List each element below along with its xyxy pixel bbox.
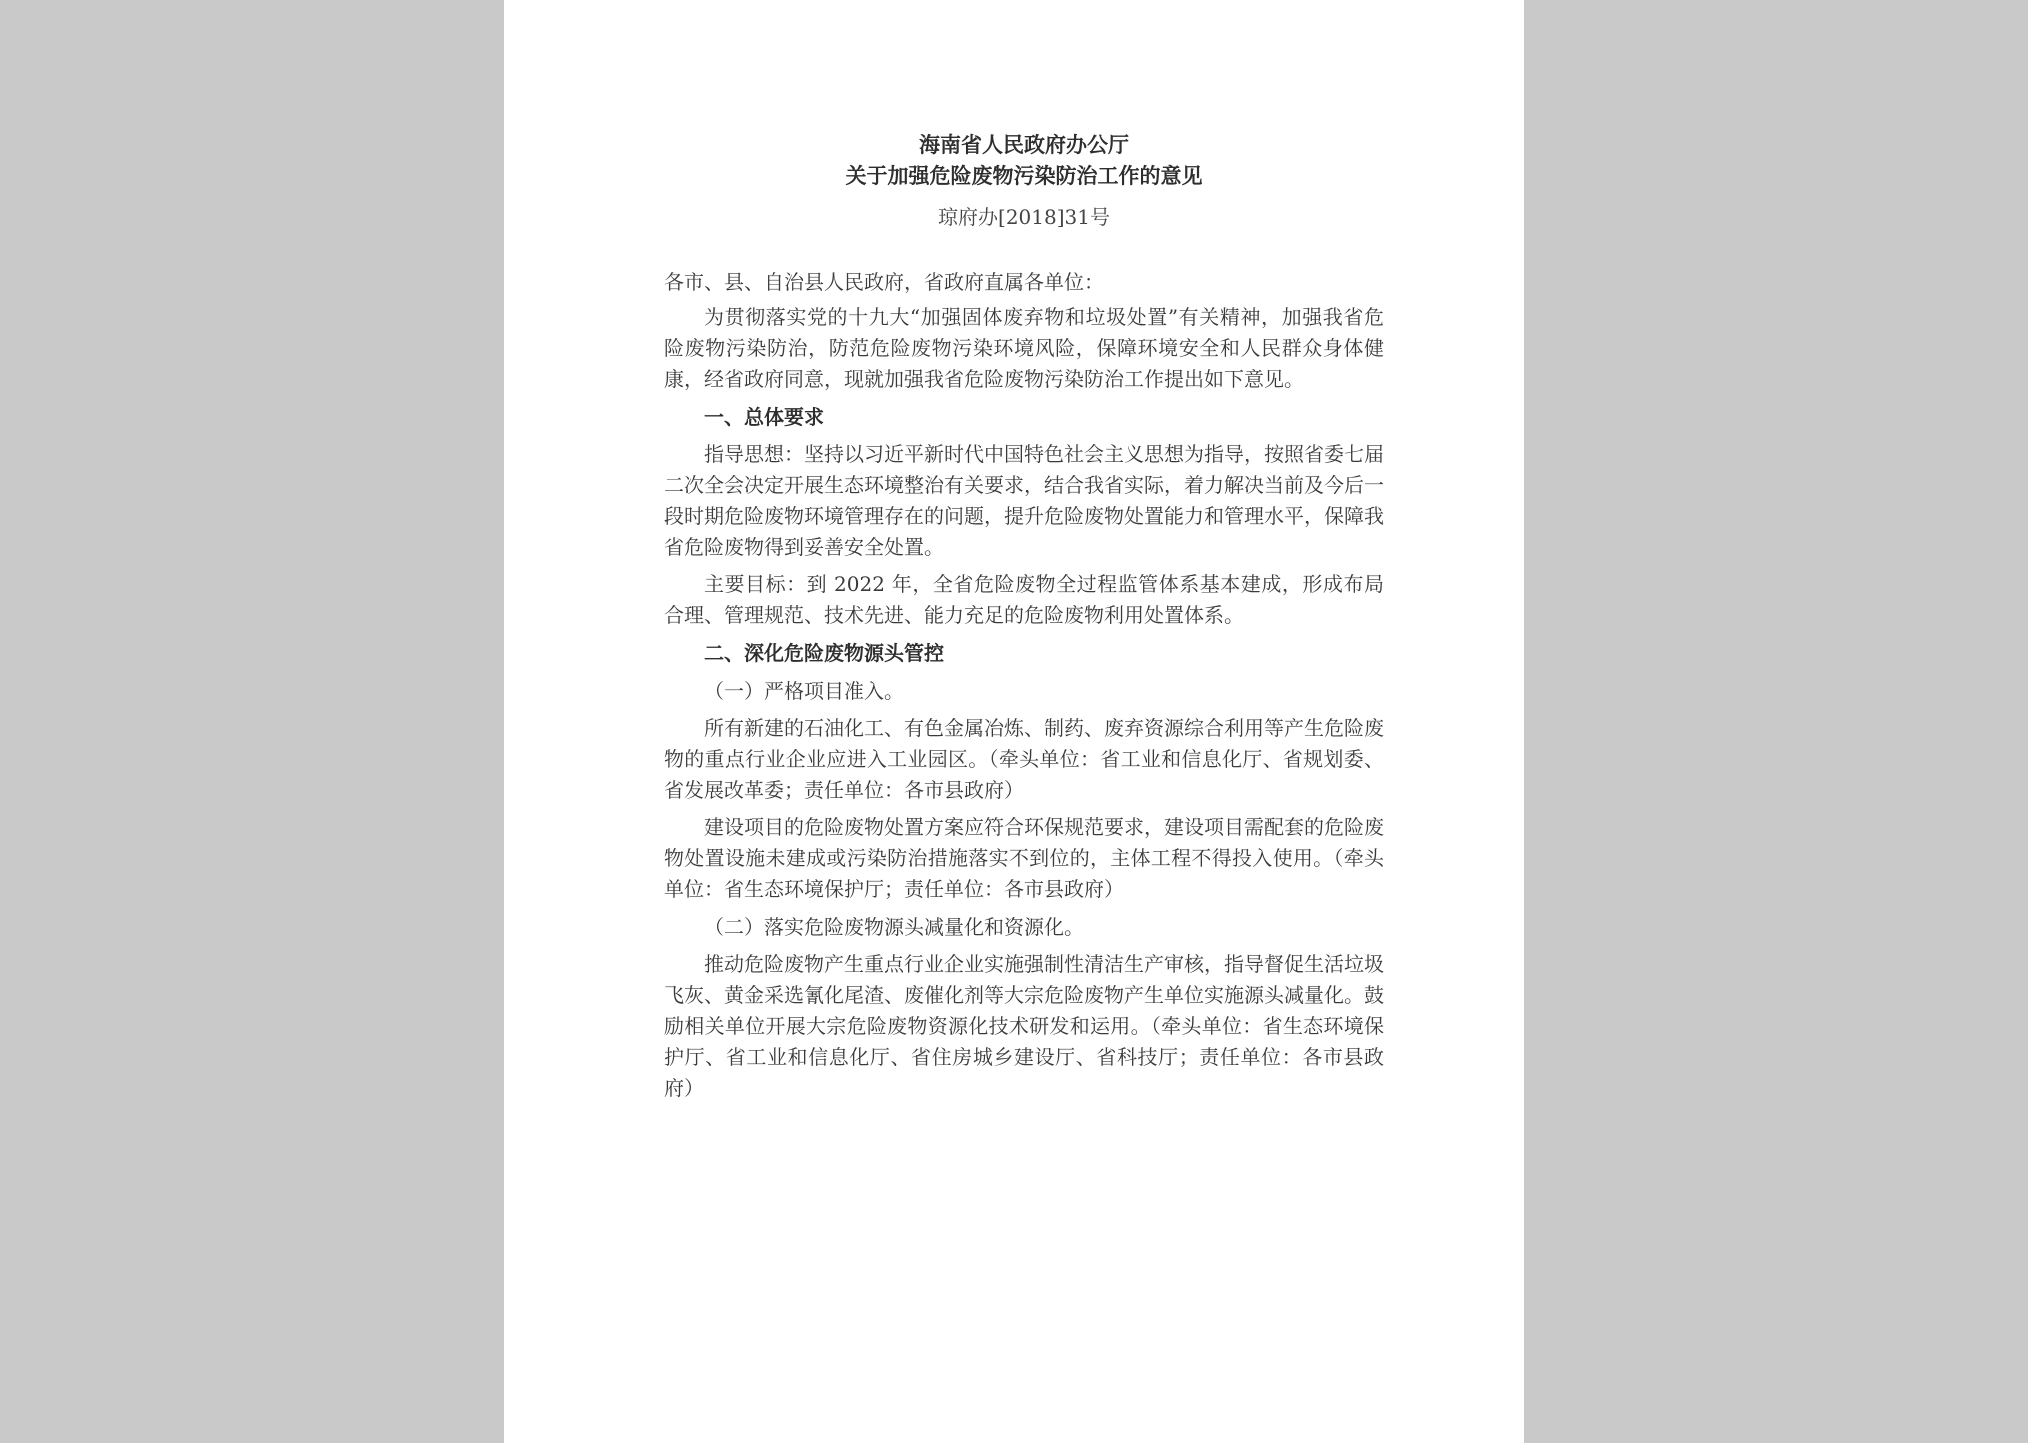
intro-paragraph: 为贯彻落实党的十九大“加强固体废弃物和垃圾处置”有关精神，加强我省危险废物污染防治，防范危险废物污染环境风险，保障环境安全和人民群众身体健康，经省政府同意，现就加强我省危险废物污染防治工作提出如下意见。 xyxy=(664,305,1384,391)
addressee: 各市、县、自治县人民政府，省政府直属各单位： xyxy=(664,270,1104,294)
subsection1-paragraph1: 所有新建的石油化工、有色金属冶炼、制药、废弃资源综合利用等产生危险废物的重点行业企业应进入工业园区。（牵头单位：省工业和信息化厅、省规划委、省发展改革委；责任单位：各市县政府） xyxy=(664,716,1384,802)
subsection2-paragraph1: 推动危险废物产生重点行业企业实施强制性清洁生产审核，指导督促生活垃圾飞灰、黄金采选氰化尾渣、废催化剂等大宗危险废物产生单位实施源头减量化。鼓励相关单位开展大宗危险废物资源化技术研发和运用。（牵头单位：省生态环境保护厅、省工业和信息化厅、省住房城乡建设厅、省科技厅；责任单位：各市县政府） xyxy=(664,952,1384,1100)
document-page xyxy=(504,0,1524,1443)
subsection1-heading: （一）严格项目准入。 xyxy=(704,679,904,703)
guiding-thought-paragraph: 指导思想：坚持以习近平新时代中国特色社会主义思想为指导，按照省委七届二次全会决定开展生态环境整治有关要求，结合我省实际，着力解决当前及今后一段时期危险废物环境管理存在的问题，提升危险废物处置能力和管理水平，保障我省危险废物得到妥善安全处置。 xyxy=(664,442,1384,559)
section1-heading: 一、总体要求 xyxy=(704,405,824,429)
document-title-line2: 关于加强危险废物污染防治工作的意见 xyxy=(845,164,1203,188)
subsection1-paragraph2: 建设项目的危险废物处置方案应符合环保规范要求，建设项目需配套的危险废物处置设施未建成或污染防治措施落实不到位的，主体工程不得投入使用。（牵头单位：省生态环境保护厅；责任单位：各市县政府） xyxy=(664,815,1384,901)
document-number: 琼府办[2018]31号 xyxy=(938,205,1110,229)
section2-heading: 二、深化危险废物源头管控 xyxy=(704,641,944,665)
main-goal-paragraph: 主要目标：到 2022 年，全省危险废物全过程监管体系基本建成，形成布局合理、管理规范、技术先进、能力充足的危险废物利用处置体系。 xyxy=(664,572,1384,627)
subsection2-heading: （二）落实危险废物源头减量化和资源化。 xyxy=(704,915,1084,939)
document-title-line1: 海南省人民政府办公厅 xyxy=(919,133,1129,157)
document-body xyxy=(664,130,1384,1110)
